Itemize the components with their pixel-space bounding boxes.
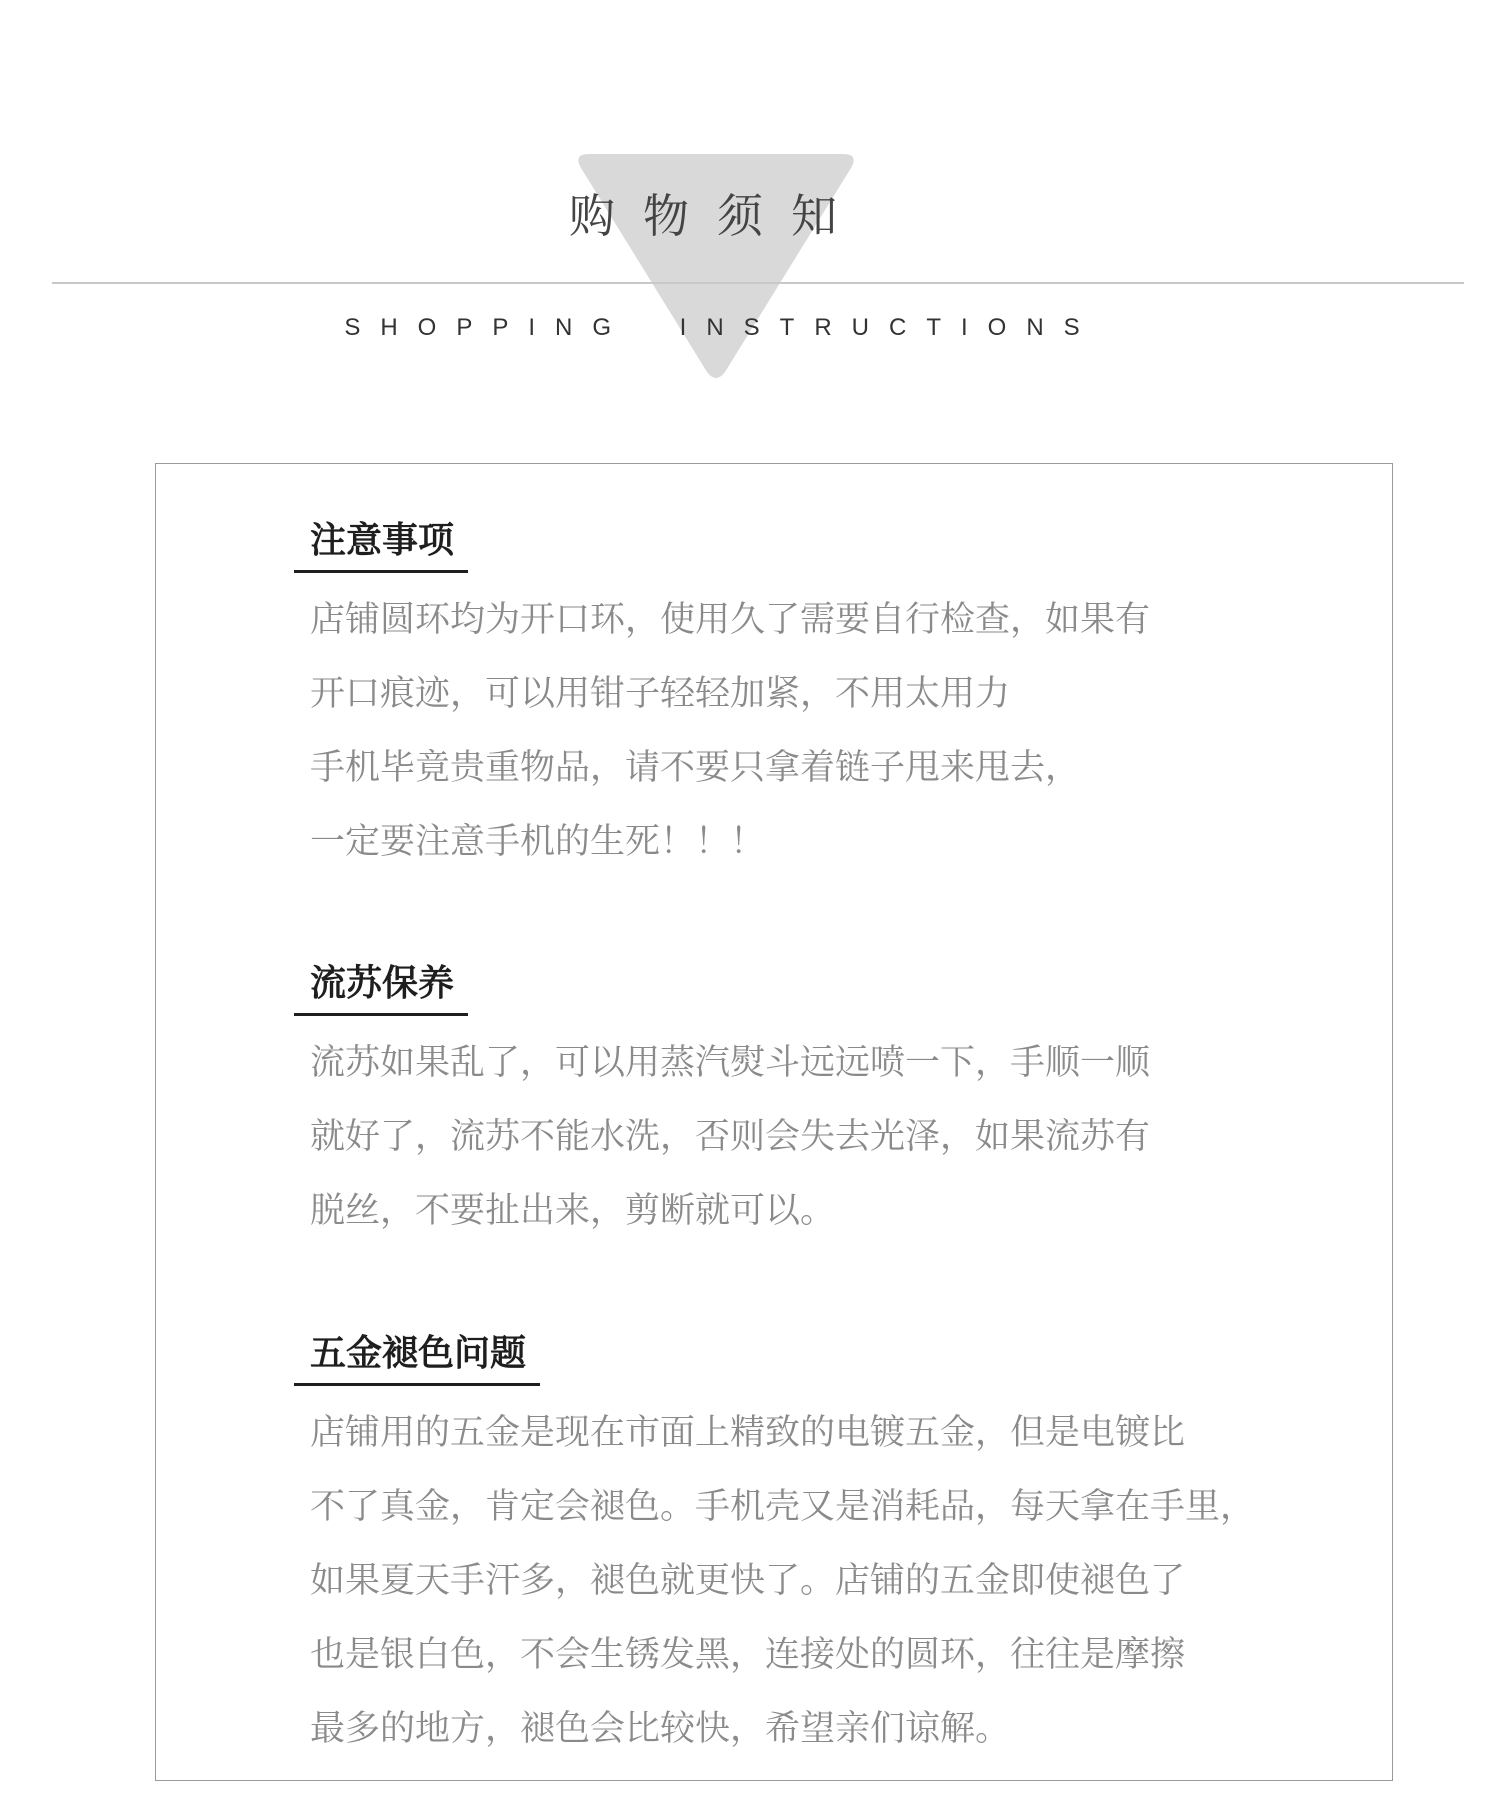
section-text-line: 最多的地方，褪色会比较快，希望亲们谅解。 [310, 1709, 1011, 1749]
section-text-line: 如果夏天手汗多，褪色就更快了。店铺的五金即使褪色了 [310, 1561, 1186, 1601]
section-title: 流苏保养 [294, 959, 468, 1016]
section-tassel-care [294, 959, 1150, 1248]
section-body [310, 583, 1150, 879]
section-text-line: 店铺圆环均为开口环，使用久了需要自行检查，如果有 [310, 600, 1151, 640]
section-text-line: 不了真金，肯定会褪色。手机壳又是消耗品，每天拿在手里， [310, 1487, 1256, 1527]
section-text-line: 脱丝，不要扯出来，剪断就可以。 [310, 1191, 836, 1231]
section-text-line: 一定要注意手机的生死！！！ [310, 822, 766, 862]
page-subtitle: SHOPPING INSTRUCTIONS [344, 314, 1100, 341]
section-text-line: 也是银白色，不会生锈发黑，连接处的圆环，往往是摩擦 [310, 1635, 1186, 1675]
section-notice [294, 516, 1150, 879]
section-hardware-fading [294, 1329, 1255, 1766]
page-title: 购物须知 [569, 189, 865, 243]
section-text-line: 流苏如果乱了，可以用蒸汽熨斗远远喷一下，手顺一顺 [310, 1043, 1151, 1083]
section-body [310, 1026, 1150, 1248]
section-text-line: 就好了，流苏不能水洗，否则会失去光泽，如果流苏有 [310, 1117, 1151, 1157]
section-body [310, 1396, 1255, 1766]
section-text-line: 手机毕竟贵重物品，请不要只拿着链子甩来甩去， [310, 748, 1081, 788]
section-text-line: 开口痕迹，可以用钳子轻轻加紧，不用太用力 [310, 674, 1011, 714]
section-text-line: 店铺用的五金是现在市面上精致的电镀五金，但是电镀比 [310, 1413, 1186, 1453]
header-divider [52, 282, 1464, 284]
section-title: 注意事项 [294, 516, 468, 573]
section-title: 五金褪色问题 [294, 1329, 540, 1386]
